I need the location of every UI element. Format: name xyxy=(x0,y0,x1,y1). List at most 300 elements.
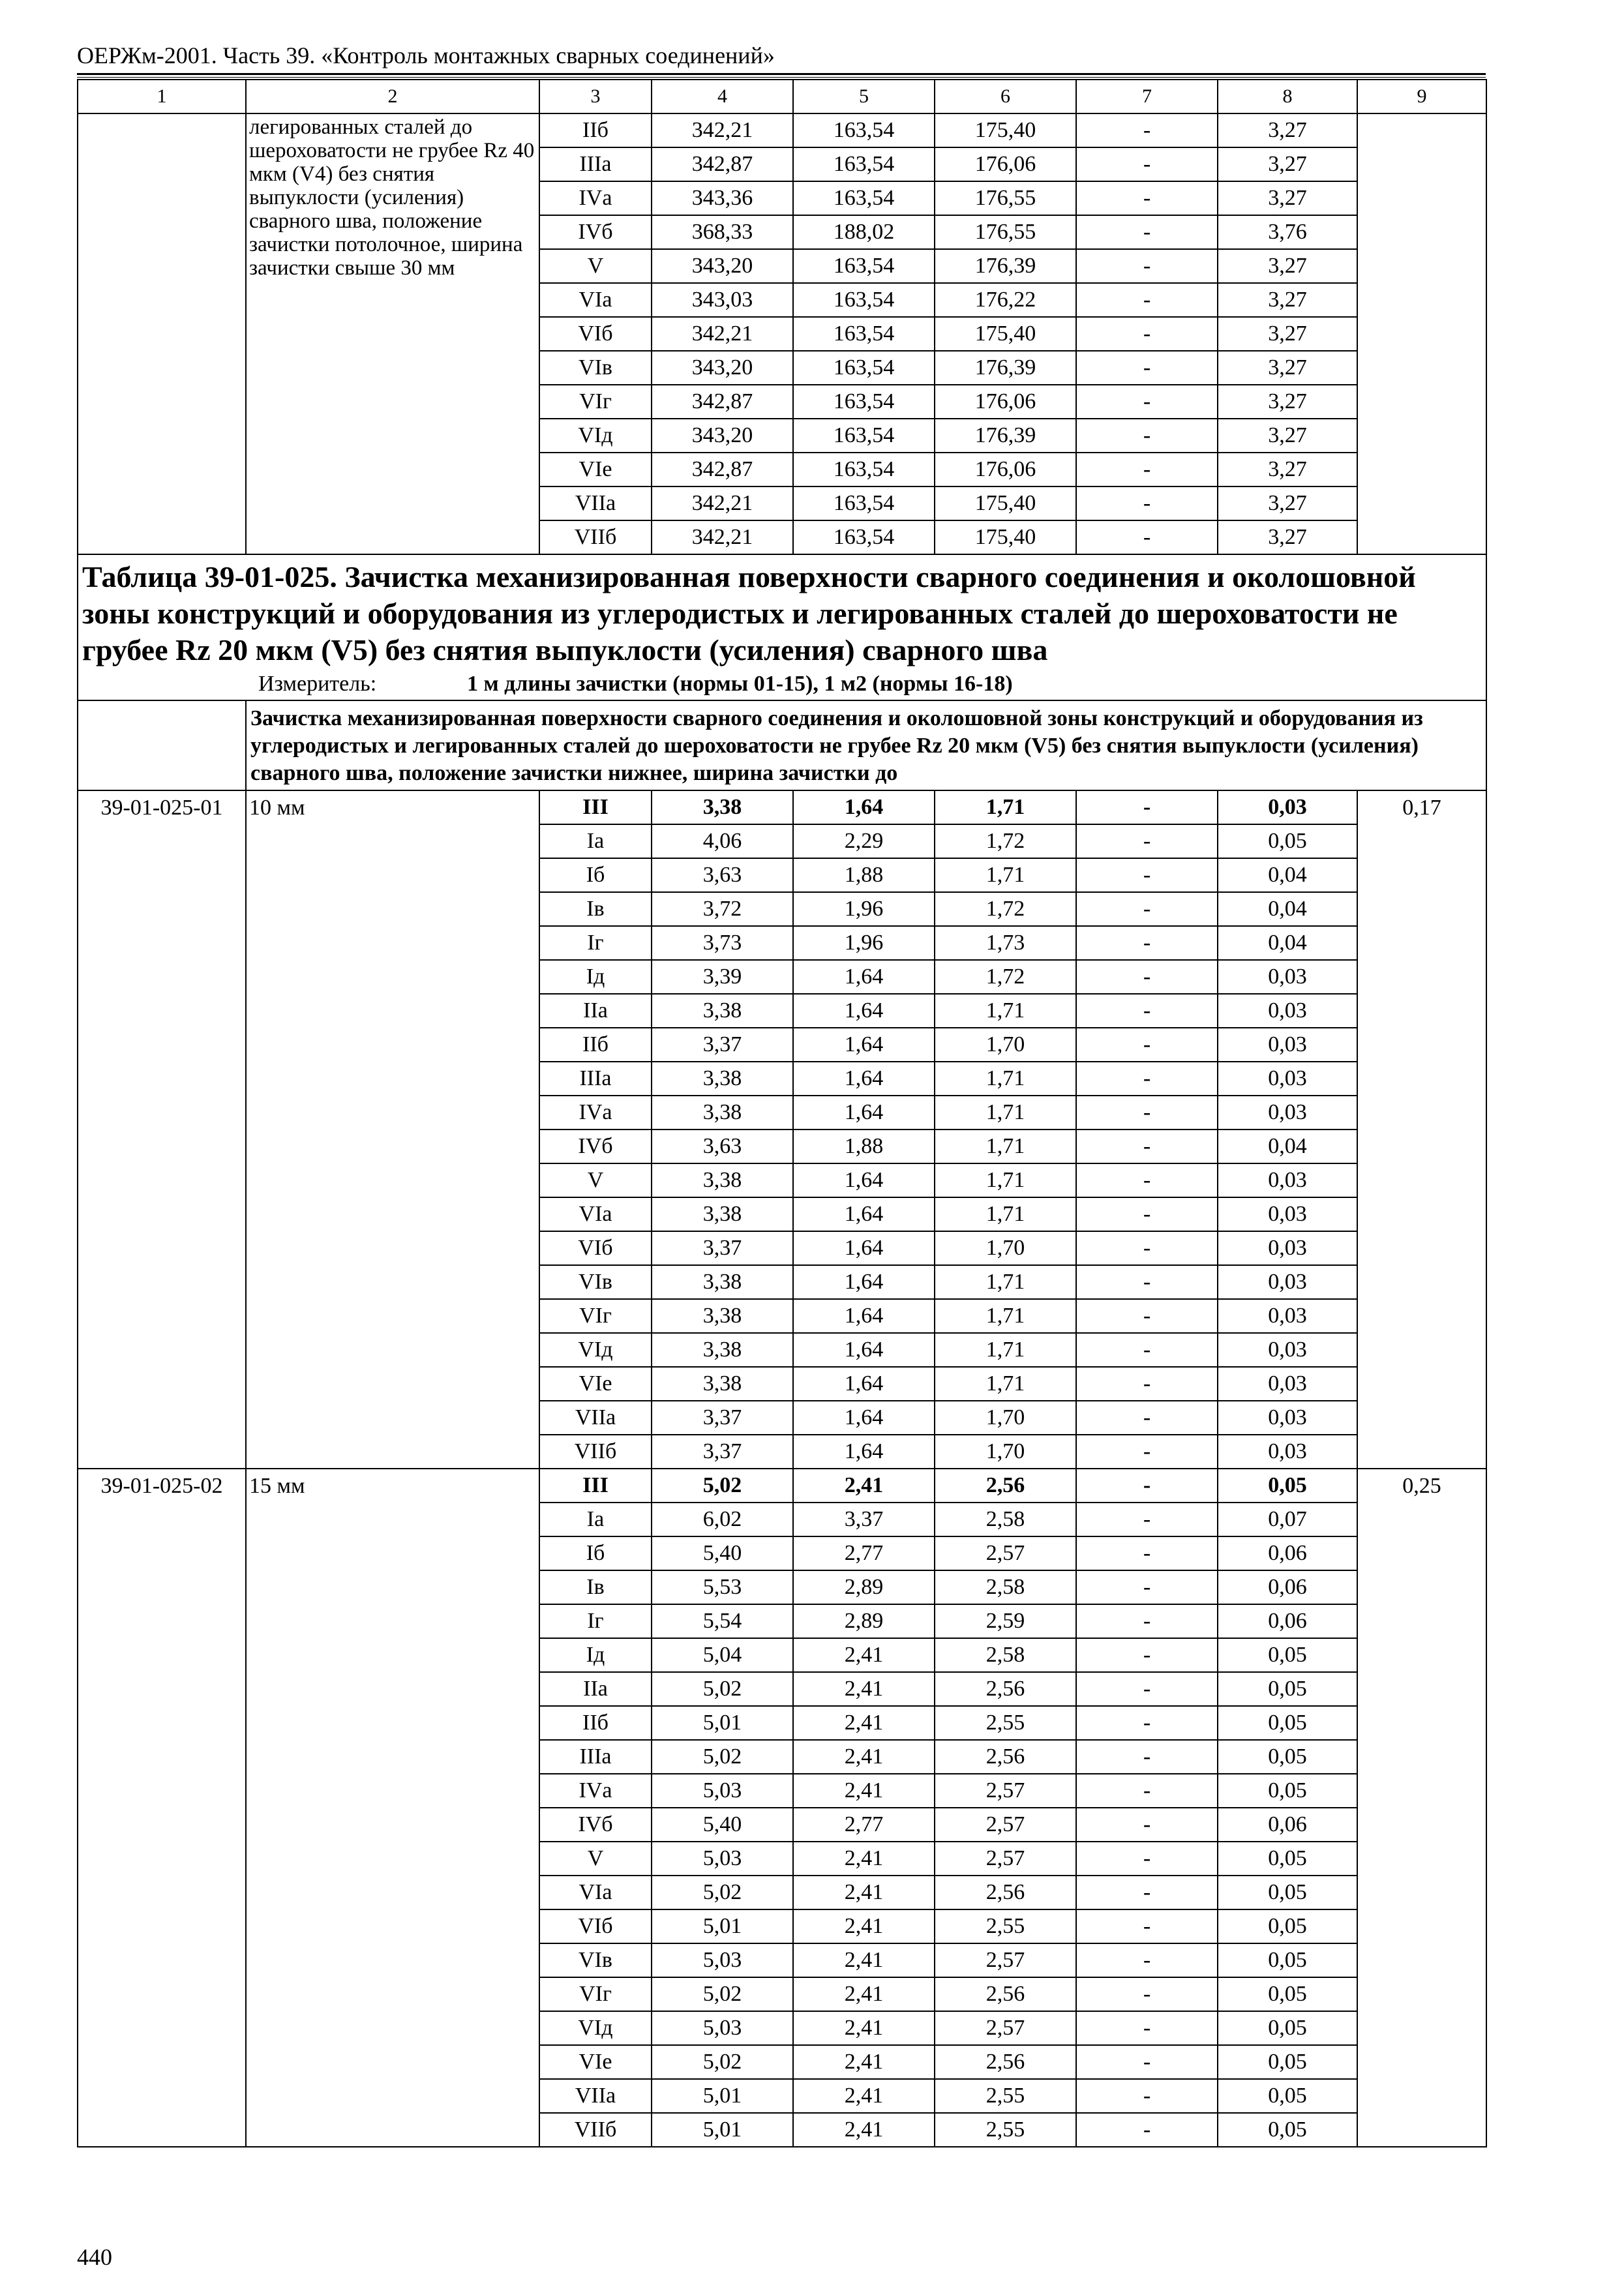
machine-cost: 1,71 xyxy=(935,790,1076,824)
including-driver-wages: - xyxy=(1076,1808,1218,1842)
total-cost: 5,02 xyxy=(652,1740,793,1774)
total-cost: 5,02 xyxy=(652,1672,793,1706)
including-driver-wages: - xyxy=(1076,1842,1218,1876)
materials-cost: 0,03 xyxy=(1218,1096,1357,1130)
machine-cost: 1,71 xyxy=(935,1333,1076,1367)
materials-cost: 0,03 xyxy=(1218,1062,1357,1096)
including-driver-wages: - xyxy=(1076,858,1218,892)
total-cost: 342,21 xyxy=(652,520,793,554)
total-cost: 5,40 xyxy=(652,1808,793,1842)
total-cost: 3,38 xyxy=(652,1333,793,1367)
total-cost: 5,02 xyxy=(652,1469,793,1503)
labor-cost: 1,64 xyxy=(793,1197,935,1231)
total-cost: 5,54 xyxy=(652,1604,793,1638)
materials-cost: 0,03 xyxy=(1218,994,1357,1028)
running-header: ОЕРЖм-2001. Часть 39. «Контроль монтажных сварных соединений» xyxy=(77,42,775,68)
materials-cost: 3,27 xyxy=(1218,486,1357,520)
including-driver-wages: - xyxy=(1076,419,1218,453)
header-rule-thin xyxy=(77,77,1486,78)
machine-cost: 176,39 xyxy=(935,351,1076,385)
machine-cost: 2,58 xyxy=(935,1503,1076,1536)
column-number: 1 xyxy=(78,80,246,113)
materials-cost: 0,05 xyxy=(1218,1943,1357,1977)
including-driver-wages: - xyxy=(1076,249,1218,283)
total-cost: 5,53 xyxy=(652,1570,793,1604)
materials-cost: 0,04 xyxy=(1218,926,1357,960)
machine-cost: 175,40 xyxy=(935,520,1076,554)
total-cost: 3,38 xyxy=(652,1062,793,1096)
table-row xyxy=(78,790,1486,824)
labor-cost: 1,64 xyxy=(793,1435,935,1469)
region-code: Iг xyxy=(539,1604,652,1638)
region-code: VIд xyxy=(539,419,652,453)
including-driver-wages: - xyxy=(1076,1706,1218,1740)
region-code: VIб xyxy=(539,1909,652,1943)
materials-cost: 0,05 xyxy=(1218,1740,1357,1774)
including-driver-wages: - xyxy=(1076,1028,1218,1062)
labor-cost: 1,96 xyxy=(793,892,935,926)
region-code: IVа xyxy=(539,1774,652,1808)
page-number: 440 xyxy=(77,2244,112,2270)
machine-cost: 2,56 xyxy=(935,1977,1076,2011)
column-number: 5 xyxy=(793,80,935,113)
region-code: V xyxy=(539,249,652,283)
including-driver-wages: - xyxy=(1076,1197,1218,1231)
including-driver-wages: - xyxy=(1076,283,1218,317)
total-cost: 5,03 xyxy=(652,1842,793,1876)
region-code: VIа xyxy=(539,1876,652,1909)
total-cost: 342,21 xyxy=(652,317,793,351)
including-driver-wages: - xyxy=(1076,1503,1218,1536)
machine-cost: 176,22 xyxy=(935,283,1076,317)
total-cost: 368,33 xyxy=(652,215,793,249)
machine-cost: 2,55 xyxy=(935,1909,1076,1943)
labor-cost: 2,41 xyxy=(793,2011,935,2045)
materials-cost: 3,27 xyxy=(1218,249,1357,283)
total-cost: 3,38 xyxy=(652,994,793,1028)
region-code: VIIа xyxy=(539,486,652,520)
labor-cost: 163,54 xyxy=(793,486,935,520)
labor-cost: 1,96 xyxy=(793,926,935,960)
labor-cost: 1,64 xyxy=(793,1401,935,1435)
total-cost: 3,38 xyxy=(652,1096,793,1130)
machine-cost: 1,70 xyxy=(935,1231,1076,1265)
machine-cost: 2,57 xyxy=(935,1536,1076,1570)
machine-cost: 1,71 xyxy=(935,1197,1076,1231)
machine-cost: 2,55 xyxy=(935,2079,1076,2113)
total-cost: 5,04 xyxy=(652,1638,793,1672)
total-cost: 3,37 xyxy=(652,1028,793,1062)
section-row xyxy=(78,700,1486,790)
total-cost: 5,03 xyxy=(652,1774,793,1808)
norm-code: 39-01-025-02 xyxy=(78,1469,246,2147)
labor-cost: 163,54 xyxy=(793,453,935,486)
table-title-cell xyxy=(78,554,1486,700)
machine-cost: 1,72 xyxy=(935,960,1076,994)
total-cost: 342,21 xyxy=(652,486,793,520)
materials-cost: 0,05 xyxy=(1218,1774,1357,1808)
materials-cost: 0,05 xyxy=(1218,1672,1357,1706)
machine-cost: 2,57 xyxy=(935,1842,1076,1876)
materials-cost: 3,27 xyxy=(1218,520,1357,554)
region-code: VIв xyxy=(539,351,652,385)
materials-cost: 0,03 xyxy=(1218,1435,1357,1469)
materials-cost: 0,06 xyxy=(1218,1808,1357,1842)
total-cost: 343,36 xyxy=(652,181,793,215)
including-driver-wages: - xyxy=(1076,892,1218,926)
total-cost: 3,38 xyxy=(652,790,793,824)
including-driver-wages: - xyxy=(1076,1062,1218,1096)
machine-cost: 2,57 xyxy=(935,2011,1076,2045)
materials-cost: 0,05 xyxy=(1218,2113,1357,2147)
materials-cost: 3,27 xyxy=(1218,181,1357,215)
region-code: VIIб xyxy=(539,520,652,554)
section-code-cell xyxy=(78,700,246,790)
total-cost: 6,02 xyxy=(652,1503,793,1536)
labor-cost: 2,29 xyxy=(793,824,935,858)
materials-cost: 0,03 xyxy=(1218,1401,1357,1435)
machine-cost: 1,71 xyxy=(935,1062,1076,1096)
total-cost: 343,03 xyxy=(652,283,793,317)
total-cost: 3,72 xyxy=(652,892,793,926)
col9-value: 0,17 xyxy=(1357,790,1486,1469)
including-driver-wages: - xyxy=(1076,317,1218,351)
including-driver-wages: - xyxy=(1076,1367,1218,1401)
machine-cost: 176,39 xyxy=(935,419,1076,453)
materials-cost: 0,04 xyxy=(1218,892,1357,926)
machine-cost: 1,70 xyxy=(935,1028,1076,1062)
labor-cost: 1,64 xyxy=(793,1367,935,1401)
including-driver-wages: - xyxy=(1076,1977,1218,2011)
total-cost: 5,03 xyxy=(652,2011,793,2045)
labor-cost: 2,77 xyxy=(793,1536,935,1570)
col9-cell xyxy=(1357,113,1486,554)
total-cost: 5,02 xyxy=(652,1977,793,2011)
labor-cost: 1,64 xyxy=(793,1028,935,1062)
region-code: III xyxy=(539,1469,652,1503)
total-cost: 3,63 xyxy=(652,1130,793,1163)
work-description: легированных сталей до шероховатости не грубее Rz 40 мкм (V4) без снятия выпуклости (усиления) сварного шва, положение зачистки потолочное, ширина зачистки свыше 30 мм xyxy=(246,113,539,554)
region-code: IVа xyxy=(539,181,652,215)
machine-cost: 1,72 xyxy=(935,892,1076,926)
labor-cost: 3,37 xyxy=(793,1503,935,1536)
materials-cost: 3,27 xyxy=(1218,283,1357,317)
cleaning-width: 10 мм xyxy=(246,790,539,1469)
materials-cost: 0,05 xyxy=(1218,2079,1357,2113)
including-driver-wages: - xyxy=(1076,1265,1218,1299)
region-code: VIв xyxy=(539,1943,652,1977)
region-code: VIIб xyxy=(539,1435,652,1469)
labor-cost: 2,89 xyxy=(793,1570,935,1604)
including-driver-wages: - xyxy=(1076,2079,1218,2113)
total-cost: 5,01 xyxy=(652,2079,793,2113)
machine-cost: 2,58 xyxy=(935,1570,1076,1604)
column-number: 6 xyxy=(935,80,1076,113)
machine-cost: 2,57 xyxy=(935,1774,1076,1808)
region-code: VIв xyxy=(539,1265,652,1299)
materials-cost: 0,05 xyxy=(1218,1977,1357,2011)
region-code: VIе xyxy=(539,2045,652,2079)
machine-cost: 176,55 xyxy=(935,215,1076,249)
region-code: VIIа xyxy=(539,1401,652,1435)
including-driver-wages: - xyxy=(1076,994,1218,1028)
machine-cost: 2,55 xyxy=(935,2113,1076,2147)
including-driver-wages: - xyxy=(1076,520,1218,554)
region-code: VIд xyxy=(539,2011,652,2045)
machine-cost: 1,71 xyxy=(935,1096,1076,1130)
column-number: 3 xyxy=(539,80,652,113)
labor-cost: 2,41 xyxy=(793,2079,935,2113)
including-driver-wages: - xyxy=(1076,1401,1218,1435)
total-cost: 343,20 xyxy=(652,351,793,385)
materials-cost: 3,76 xyxy=(1218,215,1357,249)
including-driver-wages: - xyxy=(1076,2113,1218,2147)
materials-cost: 0,05 xyxy=(1218,1909,1357,1943)
labor-cost: 1,64 xyxy=(793,1062,935,1096)
including-driver-wages: - xyxy=(1076,1096,1218,1130)
region-code: IVб xyxy=(539,215,652,249)
norm-code: 39-01-025-01 xyxy=(78,790,246,1469)
total-cost: 3,37 xyxy=(652,1401,793,1435)
materials-cost: 0,06 xyxy=(1218,1536,1357,1570)
machine-cost: 1,72 xyxy=(935,824,1076,858)
machine-cost: 2,56 xyxy=(935,1672,1076,1706)
cleaning-width: 15 мм xyxy=(246,1469,539,2147)
labor-cost: 163,54 xyxy=(793,520,935,554)
region-code: VIг xyxy=(539,1299,652,1333)
labor-cost: 1,64 xyxy=(793,1299,935,1333)
machine-cost: 176,39 xyxy=(935,249,1076,283)
labor-cost: 163,54 xyxy=(793,181,935,215)
machine-cost: 1,70 xyxy=(935,1401,1076,1435)
region-code: VIа xyxy=(539,1197,652,1231)
materials-cost: 0,04 xyxy=(1218,858,1357,892)
materials-cost: 0,03 xyxy=(1218,1197,1357,1231)
including-driver-wages: - xyxy=(1076,1638,1218,1672)
including-driver-wages: - xyxy=(1076,1604,1218,1638)
labor-cost: 1,64 xyxy=(793,994,935,1028)
machine-cost: 176,06 xyxy=(935,385,1076,419)
region-code: IVб xyxy=(539,1808,652,1842)
materials-cost: 0,05 xyxy=(1218,1876,1357,1909)
machine-cost: 1,71 xyxy=(935,1367,1076,1401)
materials-cost: 3,27 xyxy=(1218,147,1357,181)
column-number: 4 xyxy=(652,80,793,113)
including-driver-wages: - xyxy=(1076,1774,1218,1808)
labor-cost: 163,54 xyxy=(793,283,935,317)
including-driver-wages: - xyxy=(1076,113,1218,147)
labor-cost: 2,41 xyxy=(793,1943,935,1977)
machine-cost: 2,56 xyxy=(935,1740,1076,1774)
region-code: Iа xyxy=(539,824,652,858)
machine-cost: 1,70 xyxy=(935,1435,1076,1469)
region-code: IIа xyxy=(539,1672,652,1706)
machine-cost: 2,57 xyxy=(935,1943,1076,1977)
total-cost: 343,20 xyxy=(652,419,793,453)
column-number: 9 xyxy=(1357,80,1486,113)
col9-value: 0,25 xyxy=(1357,1469,1486,2147)
including-driver-wages: - xyxy=(1076,453,1218,486)
labor-cost: 1,88 xyxy=(793,1130,935,1163)
total-cost: 5,02 xyxy=(652,2045,793,2079)
column-number-row xyxy=(78,80,1486,113)
including-driver-wages: - xyxy=(1076,1130,1218,1163)
total-cost: 342,21 xyxy=(652,113,793,147)
norms-table xyxy=(77,79,1487,2147)
materials-cost: 0,03 xyxy=(1218,960,1357,994)
materials-cost: 0,03 xyxy=(1218,1231,1357,1265)
total-cost: 5,03 xyxy=(652,1943,793,1977)
materials-cost: 0,07 xyxy=(1218,1503,1357,1536)
machine-cost: 176,06 xyxy=(935,147,1076,181)
region-code: IIа xyxy=(539,994,652,1028)
total-cost: 3,37 xyxy=(652,1231,793,1265)
total-cost: 3,63 xyxy=(652,858,793,892)
region-code: Iд xyxy=(539,960,652,994)
labor-cost: 2,41 xyxy=(793,1842,935,1876)
region-code: VIб xyxy=(539,1231,652,1265)
column-number: 8 xyxy=(1218,80,1357,113)
labor-cost: 2,41 xyxy=(793,1638,935,1672)
total-cost: 342,87 xyxy=(652,453,793,486)
including-driver-wages: - xyxy=(1076,824,1218,858)
total-cost: 3,38 xyxy=(652,1265,793,1299)
materials-cost: 3,27 xyxy=(1218,317,1357,351)
including-driver-wages: - xyxy=(1076,2011,1218,2045)
region-code: Iд xyxy=(539,1638,652,1672)
table-title: Таблица 39-01-025. Зачистка механизированная поверхности сварного соединения и околошовной зоны конструкций и оборудования из углеродистых и легированных сталей до шероховатости не грубее Rz 20 мкм (V5) без снятия выпуклости (усиления) сварного шва xyxy=(82,560,1416,666)
including-driver-wages: - xyxy=(1076,1536,1218,1570)
materials-cost: 0,03 xyxy=(1218,1299,1357,1333)
materials-cost: 0,05 xyxy=(1218,1706,1357,1740)
region-code: Iг xyxy=(539,926,652,960)
labor-cost: 2,41 xyxy=(793,1876,935,1909)
including-driver-wages: - xyxy=(1076,926,1218,960)
labor-cost: 2,41 xyxy=(793,1469,935,1503)
machine-cost: 175,40 xyxy=(935,113,1076,147)
materials-cost: 3,27 xyxy=(1218,453,1357,486)
region-code: VIIа xyxy=(539,2079,652,2113)
machine-cost: 2,58 xyxy=(935,1638,1076,1672)
including-driver-wages: - xyxy=(1076,1672,1218,1706)
including-driver-wages: - xyxy=(1076,1943,1218,1977)
total-cost: 4,06 xyxy=(652,824,793,858)
labor-cost: 2,41 xyxy=(793,1977,935,2011)
including-driver-wages: - xyxy=(1076,1876,1218,1909)
materials-cost: 0,03 xyxy=(1218,1265,1357,1299)
labor-cost: 163,54 xyxy=(793,385,935,419)
machine-cost: 1,71 xyxy=(935,1163,1076,1197)
machine-cost: 175,40 xyxy=(935,486,1076,520)
total-cost: 5,40 xyxy=(652,1536,793,1570)
total-cost: 3,73 xyxy=(652,926,793,960)
labor-cost: 2,41 xyxy=(793,1909,935,1943)
labor-cost: 2,41 xyxy=(793,1740,935,1774)
total-cost: 3,38 xyxy=(652,1367,793,1401)
including-driver-wages: - xyxy=(1076,1909,1218,1943)
region-code: VIа xyxy=(539,283,652,317)
labor-cost: 1,64 xyxy=(793,790,935,824)
machine-cost: 2,59 xyxy=(935,1604,1076,1638)
total-cost: 5,01 xyxy=(652,2113,793,2147)
materials-cost: 3,27 xyxy=(1218,419,1357,453)
labor-cost: 2,41 xyxy=(793,1774,935,1808)
labor-cost: 163,54 xyxy=(793,147,935,181)
labor-cost: 163,54 xyxy=(793,317,935,351)
materials-cost: 3,27 xyxy=(1218,113,1357,147)
column-number: 2 xyxy=(246,80,539,113)
region-code: Iб xyxy=(539,1536,652,1570)
labor-cost: 1,64 xyxy=(793,1333,935,1367)
labor-cost: 1,88 xyxy=(793,858,935,892)
header-rule xyxy=(77,73,1486,75)
table-row xyxy=(78,1469,1486,1503)
machine-cost: 2,56 xyxy=(935,2045,1076,2079)
column-number: 7 xyxy=(1076,80,1218,113)
region-code: VIIб xyxy=(539,2113,652,2147)
materials-cost: 0,03 xyxy=(1218,1028,1357,1062)
labor-cost: 2,77 xyxy=(793,1808,935,1842)
materials-cost: 3,27 xyxy=(1218,385,1357,419)
machine-cost: 175,40 xyxy=(935,317,1076,351)
region-code: IIб xyxy=(539,1706,652,1740)
labor-cost: 2,41 xyxy=(793,1672,935,1706)
labor-cost: 2,41 xyxy=(793,2045,935,2079)
machine-cost: 1,71 xyxy=(935,1299,1076,1333)
machine-cost: 2,56 xyxy=(935,1876,1076,1909)
region-code: IIIа xyxy=(539,1062,652,1096)
region-code: IIб xyxy=(539,1028,652,1062)
labor-cost: 2,41 xyxy=(793,1706,935,1740)
region-code: VIе xyxy=(539,1367,652,1401)
labor-cost: 188,02 xyxy=(793,215,935,249)
region-code: IVа xyxy=(539,1096,652,1130)
materials-cost: 0,03 xyxy=(1218,790,1357,824)
region-code: VIд xyxy=(539,1333,652,1367)
total-cost: 343,20 xyxy=(652,249,793,283)
section-description: Зачистка механизированная поверхности сварного соединения и околошовной зоны конструкций и оборудования из углеродистых и легированных сталей до шероховатости не грубее Rz 20 мкм (V5) без снятия выпуклости (усиления) сварного шва, положение зачистки нижнее, ширина зачистки до xyxy=(246,700,1486,790)
machine-cost: 176,55 xyxy=(935,181,1076,215)
region-code: Iв xyxy=(539,1570,652,1604)
region-code: VIг xyxy=(539,1977,652,2011)
region-code: V xyxy=(539,1163,652,1197)
including-driver-wages: - xyxy=(1076,1333,1218,1367)
materials-cost: 0,05 xyxy=(1218,824,1357,858)
labor-cost: 2,89 xyxy=(793,1604,935,1638)
total-cost: 5,02 xyxy=(652,1876,793,1909)
labor-cost: 1,64 xyxy=(793,960,935,994)
machine-cost: 1,71 xyxy=(935,1265,1076,1299)
including-driver-wages: - xyxy=(1076,2045,1218,2079)
region-code: VIг xyxy=(539,385,652,419)
labor-cost: 163,54 xyxy=(793,249,935,283)
including-driver-wages: - xyxy=(1076,1231,1218,1265)
machine-cost: 176,06 xyxy=(935,453,1076,486)
machine-cost: 1,71 xyxy=(935,994,1076,1028)
region-code: III xyxy=(539,790,652,824)
materials-cost: 0,05 xyxy=(1218,1842,1357,1876)
materials-cost: 3,27 xyxy=(1218,351,1357,385)
region-code: IVб xyxy=(539,1130,652,1163)
total-cost: 342,87 xyxy=(652,147,793,181)
machine-cost: 2,56 xyxy=(935,1469,1076,1503)
total-cost: 3,38 xyxy=(652,1163,793,1197)
region-code: Iа xyxy=(539,1503,652,1536)
materials-cost: 0,05 xyxy=(1218,1638,1357,1672)
total-cost: 342,87 xyxy=(652,385,793,419)
labor-cost: 1,64 xyxy=(793,1265,935,1299)
including-driver-wages: - xyxy=(1076,486,1218,520)
